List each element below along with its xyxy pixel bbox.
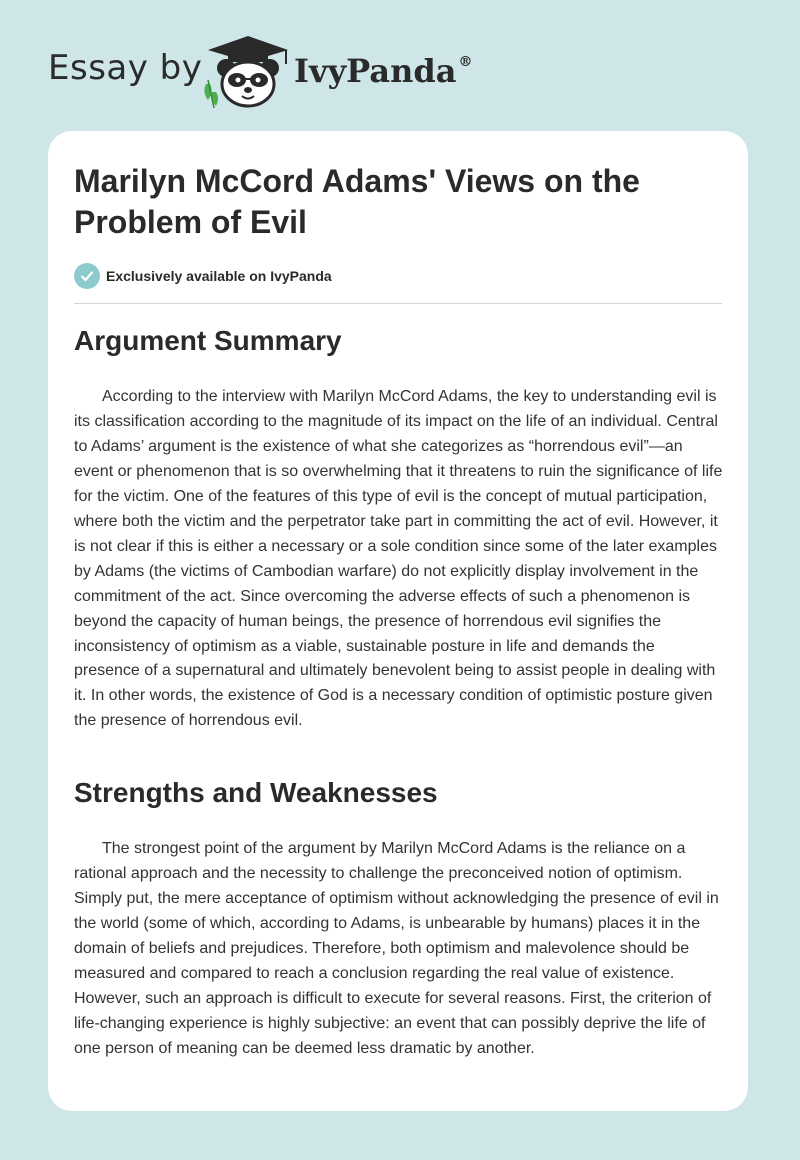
panda-logo-icon[interactable] [200,30,300,110]
section-heading-strengths-weaknesses: Strengths and Weaknesses [74,777,438,808]
essay-card [48,131,748,1111]
registered-mark: ® [458,54,473,70]
essay-by-label: Essay by [48,48,203,88]
divider [74,303,722,304]
site-header [0,0,800,130]
check-circle-icon [74,263,100,289]
essay-title: Marilyn McCord Adams' Views on the Problem of Evil [74,163,640,240]
section-body-strengths-weaknesses: The strongest point of the argument by Marilyn McCord Adams is the reliance on a rational approach and the necessity to challenge the preconceived notion of optimism. Simply put, the mere acceptance of optimism without acknowledging the presence of evil in the world (some of which, according to Adams, is unbearable by humans) places it in the domain of beliefs and prejudices. Therefore, both optimism and malevolence should be measured and compared to reach a conclusion regarding the real value of existence. However, such an approach is difficult to execute for several reasons. First, the criterion of life-changing experience is highly subjective: an event that can possibly deprive the life of one person of meaning can be deemed less dramatic by another. [74,840,719,1057]
brand-name[interactable] [294,52,472,90]
section-heading-argument-summary: Argument Summary [74,325,342,356]
exclusive-label: Exclusively available on IvyPanda [106,268,332,284]
brand-name-text: IvyPanda [294,52,457,90]
section-body-argument-summary: According to the interview with Marilyn McCord Adams, the key to understanding evil is its classification according to the magnitude of its impact on the life of an individual. Central to Adams’ argument is the existence of what she categorizes as “horrendous evil”—an event or phenomenon that is so overwhelming that it threatens to ruin the significance of life for the victim. One of the features of this type of evil is the concept of mutual participation, where both the victim and the perpetrator take part in committing the act of evil. However, it is not clear if this is either a necessary or a sole condition since some of the later examples by Adams (the victims of Cambodian warfare) do not explicitly display involvement in the commitment of the act. Since overcoming the adverse effects of such a phenomenon is beyond the capacity of human beings, the presence of horrendous evil signifies the inconsistency of optimism as a viable, sustainable posture in life and demands the presence of a supernatural and ultimately benevolent being to assist people in dealing with it. In other words, the existence of God is a necessary condition of optimistic posture given the presence of horrendous evil. [74,388,723,730]
exclusive-badge [74,262,332,290]
